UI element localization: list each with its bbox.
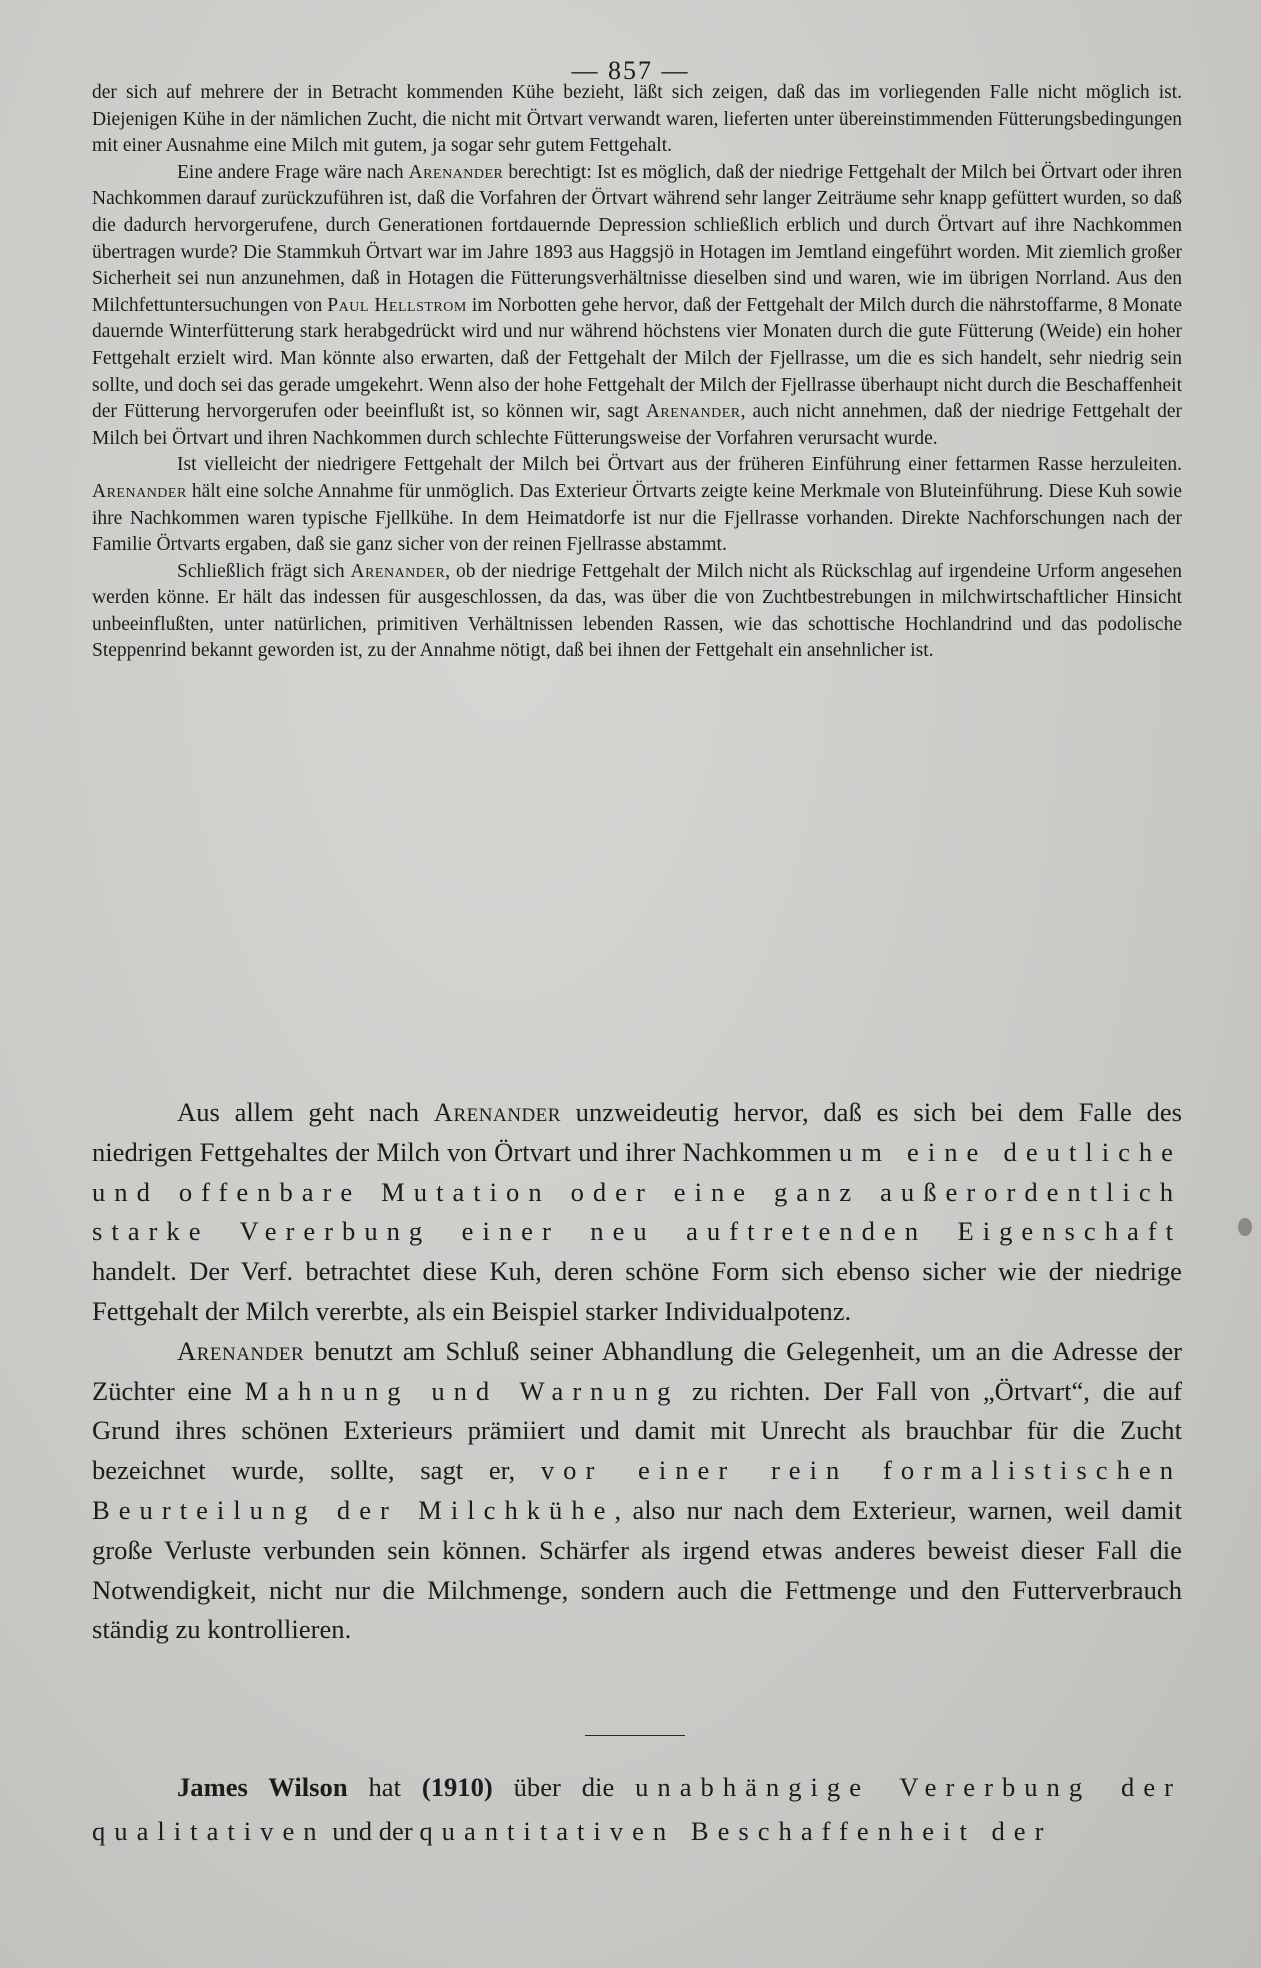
text-span: , auch nicht annehmen, daß der niedrige Fettgehalt der Milch bei Örtvart und ihren Nachkommen durch schlechte Fütterungsweise der Vorfahren verursacht wurde. [92, 401, 1182, 449]
paragraph-1-text: der sich auf mehrere der in Betracht kommenden Kühe bezieht, läßt sich zeigen, daß das im vorliegenden Falle nicht möglich ist. Diejenigen Kühe in der nämlichen Zucht, die nicht mit Örtvart verwandt waren, lieferten unter übereinstimmenden Fütterungsbedingungen mit einer Ausnahme eine Milch mit gutem, ja sogar sehr gutem Fettgehalt. [92, 82, 1182, 157]
author-name: Paul Hellstrom [327, 294, 467, 316]
spaced-emphasis: quantitativen Beschaffenheit der [419, 1816, 1053, 1846]
author-name: Arenander [177, 1335, 305, 1366]
scan-mark [1238, 1218, 1252, 1236]
large-text-section [92, 1093, 1182, 1650]
text-span: , also nur nach dem Exterieur, warnen, weil damit große Verluste verbunden sein können. Schärfer als irgend etwas anderes beweist dieser Fall die Notwendigkeit, nicht nur die Milchmenge, sondern auch die Fettmenge und den Futterverbrauch ständig zu kontrollieren. [92, 1494, 1183, 1645]
text-span: im Norbotten gehe hervor, daß der Fettgehalt der Milch durch die nährstoffarme, 8 Monate dauernde Winterfütterung stark herabgedrückt wird und nur während höchstens vier Monaten durch die gute Fütterung (Weide) ein hoher Fettgehalt erzielt wird. Man könnte also erwarten, daß der Fettgehalt der Milch der Fjellrasse, um die es sich handelt, sehr niedrig sein sollte, und doch sei das gerade umgekehrt. Wenn also der hohe Fettgehalt der Milch der Fjellrasse überhaupt nicht durch die Beschaffenheit der Fütterung hervorgerufen oder beeinflußt ist, so können wir, sagt [92, 294, 1182, 423]
text-span: über die [492, 1772, 636, 1802]
paragraph-7 [92, 1765, 1182, 1853]
text-span: berechtigt: Ist es möglich, daß der niedrige Fettgehalt der Milch bei Örtvart oder ihren Nachkommen darauf zurückzuführen ist, daß die Vorfahren der Örtvart während sehr langer Zeiträume sehr knapp gefüttert wurden, so daß die dadurch hervorgerufene, durch Generationen fortdauernde Depression schließlich erblich und durch Örtvart auf ihre Nachkommen übertragen wurde? Die Stammkuh Örtvart war im Jahre 1893 aus Haggsjö in Hotagen im Jemtland eingeführt worden. Mit ziemlich großer Sicherheit sei nun anzunehmen, daß in Hotagen die Fütterungsverhältnisse dieselben sind und waren, wie im übrigen Norrland. Aus den Milchfettuntersuchungen von [92, 161, 1182, 316]
text-span: Ist vielleicht der niedrigere Fettgehalt der Milch bei Örtvart aus der früheren Einführung einer fettarmen Rasse herzuleiten. [177, 454, 1182, 476]
text-span: hat [347, 1772, 422, 1802]
text-span: handelt. Der Verf. betrachtet diese Kuh, deren schöne Form sich ebenso sicher wie der niedrige Fettgehalt der Milch vererbte, als ein Beispiel starker Individualpotenz. [92, 1256, 1182, 1326]
paragraph-5 [92, 1093, 1182, 1332]
paragraph-6 [92, 1332, 1182, 1650]
small-text-section [92, 80, 1182, 665]
author-name: Arenander [408, 161, 504, 183]
text-span: , ob der niedrige Fettgehalt der Milch nicht als Rückschlag auf irgendeine Urform angesehen werden könne. Er hält das indessen für ausgeschlossen, da das, was über die von Zuchtbestrebungen in milchwirtschaftlicher Hinsicht unbeeinflußten, unter natürlichen, primitiven Verhältnissen lebenden Rassen, wie das schottische Hochlandrind und das podolische Steppenrind bekannt geworden ist, zu der Annahme nötigt, daß bei ihnen der Fettgehalt ein ansehnlicher ist. [92, 560, 1182, 662]
author-name: Arenander [645, 401, 741, 423]
text-span: Schließlich frägt sich [177, 560, 351, 582]
text-span: Aus allem geht nach [177, 1097, 434, 1127]
text-span: zu richten. Der Fall von „Örtvart“, die auf Grund ihres schönen Exterieurs prämiiert und damit mit Unrecht als brauchbar für die Zucht bezeichnet wurde, sollte, sagt er, [92, 1375, 1182, 1486]
spaced-emphasis: unabhängige Vererbung der qualitativen [92, 1772, 1182, 1846]
author-name-bold: James Wilson [177, 1772, 348, 1802]
paragraph-3 [92, 452, 1182, 558]
text-span: hält eine solche Annahme für unmöglich. Das Exterieur Örtvarts zeigte keine Merkmale von Bluteinführung. Diese Kuh sowie ihre Nachkommen waren typische Fjellkühe. In dem Heimatdorfe ist nur die Fjellrasse vorhanden. Direkte Nachforschungen nach der Familie Örtvarts ergaben, daß sie ganz sicher von der reinen Fjellrasse abstammt. [92, 480, 1182, 556]
spaced-emphasis: um eine deutliche und offenbare Mutation oder eine ganz außerordentlich starke Vererbung einer neu auftretenden Eigenschaft [92, 1136, 1182, 1247]
paragraph-1 [92, 80, 1182, 160]
text-span: Eine andere Frage wäre nach [177, 161, 409, 183]
final-section [92, 1765, 1182, 1853]
author-name: Arenander [433, 1097, 561, 1127]
spaced-emphasis: vor einer rein formalistischen Beurteilung der Milchkühe [92, 1455, 1182, 1525]
text-span: benutzt am Schluß seiner Abhandlung die Gelegenheit, um an die Adresse der Züchter eine [92, 1335, 1182, 1406]
text-span: unzweideutig hervor, daß es sich bei dem Falle des niedrigen Fettgehaltes der Milch von Örtvart und ihrer Nachkommen [92, 1097, 1182, 1167]
section-divider [585, 1735, 685, 1736]
text-span: und der [325, 1816, 420, 1846]
paragraph-2 [92, 160, 1182, 453]
year-bold: (1910) [421, 1772, 493, 1802]
spaced-emphasis: Mahnung und Warnung [244, 1375, 680, 1406]
author-name: Arenander [350, 560, 446, 582]
author-name: Arenander [92, 480, 187, 502]
paragraph-4 [92, 559, 1182, 665]
page-number: — 857 — [571, 56, 690, 85]
